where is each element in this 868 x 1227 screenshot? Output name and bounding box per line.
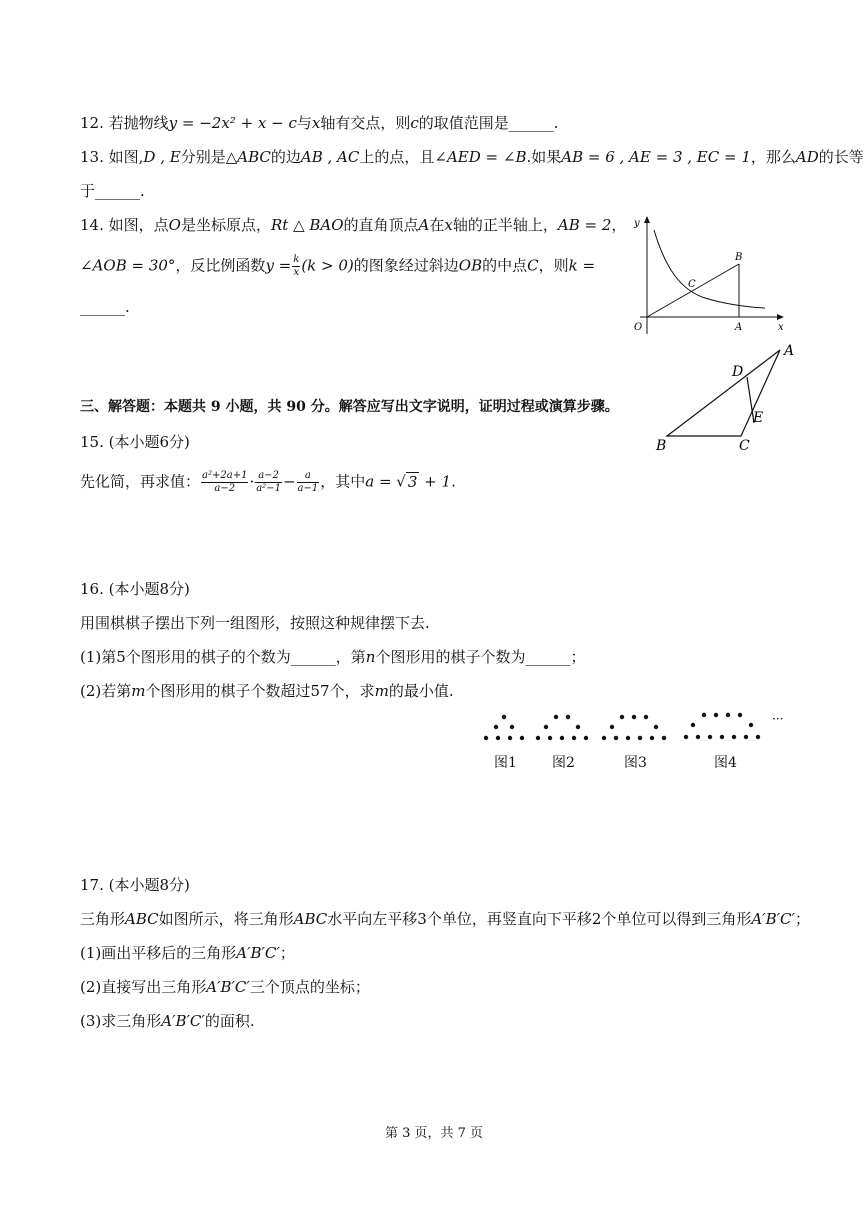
math-var: A: [418, 216, 430, 234]
text: (2)若第: [80, 682, 132, 700]
text: ，那么: [750, 148, 796, 166]
text: 的最小值.: [388, 682, 454, 700]
math-expr: AB , AC: [300, 148, 360, 166]
text: 个图形用的棋子个数为______；: [375, 648, 586, 666]
fraction-3: [297, 470, 320, 495]
text: 是坐标原点，: [180, 216, 271, 234]
x-axis-arrow: [777, 314, 784, 320]
text: 的面积.: [204, 1012, 255, 1030]
question-14-line2: [80, 254, 595, 279]
question-14: [80, 214, 626, 236]
text: ，反比例函数: [175, 256, 266, 275]
figure-2-stones: [536, 715, 588, 740]
vertex-c-label: C: [739, 438, 750, 454]
math-var: C: [527, 256, 539, 275]
figure-3-caption: 图3: [624, 755, 647, 771]
math-expr: A′B′C′: [751, 910, 795, 928]
text: (2)直接写出三角形: [80, 978, 207, 996]
math-expr: A′B′C′: [236, 944, 280, 962]
figure-1-caption: 图1: [494, 755, 517, 771]
q14-coordinate-graph: [620, 212, 795, 342]
point-d-label: D: [732, 364, 744, 380]
math-expr: a =: [365, 472, 397, 491]
vertex-b-label: B: [656, 438, 667, 454]
math-var: m: [131, 682, 146, 700]
question-15-body: 先化简，再求值： $\frac{\text{a²+2a+1}}{a-2}$ · $\frac{a-2}{\text{a²−1}}$ − $\frac{a}{a-1}$ ，其中a = √ 3 + 1.: [80, 470, 456, 494]
denominator: a−2: [214, 483, 236, 494]
text: ；: [279, 944, 295, 962]
text: 如图所示，将三角形: [158, 910, 294, 928]
text: 上的点，且: [359, 148, 435, 166]
text: (1)第5个图形用的棋子的个数为______，第: [80, 648, 366, 666]
text: 与: [296, 114, 312, 132]
question-17-part1: [80, 942, 295, 964]
math-expr: OB: [458, 256, 483, 275]
point-b-label: B: [735, 252, 743, 263]
text: 分别是△: [180, 148, 238, 166]
numerator: k: [293, 254, 300, 265]
math-expr: ∠AOB = 30°: [80, 256, 176, 275]
text: 如图,: [108, 148, 144, 166]
text: 的边: [270, 148, 301, 166]
text: .如果: [526, 148, 562, 166]
question-number: 13.: [80, 148, 104, 166]
text: ，: [611, 216, 627, 234]
page-footer: 第 3 页，共 7 页: [384, 1126, 484, 1141]
math-expr: AB = 6 , AE = 3 , EC = 1: [561, 148, 751, 166]
radicand: 3: [407, 472, 418, 491]
numerator: a²+2a+1: [202, 470, 248, 481]
point-o-label: O: [634, 322, 643, 333]
text: 的长等: [818, 148, 864, 166]
math-expr: y = −2x² + x − c: [168, 114, 297, 132]
point-e-label: E: [753, 410, 764, 426]
math-expr: ∠AED = ∠B: [434, 148, 527, 166]
text: 的直角顶点: [343, 216, 419, 234]
question-14-line3: ______.: [80, 298, 130, 316]
text: 水平向左平移3个单位，再竖直向下平移2个单位可以得到三角形: [327, 910, 752, 928]
question-number: 12.: [80, 114, 104, 132]
math-expr: AD: [795, 148, 819, 166]
math-var: x: [444, 216, 453, 234]
y-label: y: [634, 218, 640, 229]
question-16-desc: 用围棋棋子摆出下列一组图形，按照这种规律摆下去.: [80, 614, 430, 632]
math-expr: Rt △ BAO: [270, 216, 344, 234]
text: ，则: [538, 256, 569, 275]
denominator: a−1: [297, 483, 319, 494]
text: 三角形: [80, 910, 126, 928]
figure-4-stones: [684, 713, 760, 739]
question-17-part3: [80, 1010, 255, 1032]
math-expr: D , E: [143, 148, 181, 166]
question-13: [80, 146, 864, 168]
math-var: c: [410, 114, 419, 132]
text: 个图形用的棋子个数超过57个，求: [145, 682, 375, 700]
text: 的中点: [482, 256, 528, 275]
question-13-line2: 于______.: [80, 182, 145, 200]
math-expr: y =: [265, 256, 292, 275]
vertex-a-label: A: [784, 343, 795, 359]
math-var: O: [168, 216, 181, 234]
question-17-line1: [80, 908, 810, 930]
math-expr: (k > 0): [301, 256, 354, 275]
text: 三个顶点的坐标；: [249, 978, 370, 996]
text: 轴的正半轴上，: [452, 216, 558, 234]
question-16-part2: [80, 680, 454, 702]
text: 先化简，再求值：: [80, 472, 201, 491]
text: (1)画出平移后的三角形: [80, 944, 237, 962]
question-number: 14.: [80, 216, 104, 234]
question-17-part2: [80, 976, 370, 998]
question-12: [80, 112, 559, 134]
math-expr: k =: [568, 256, 596, 275]
math-var: n: [365, 648, 376, 666]
text: 如图，点: [108, 216, 169, 234]
figure-1-stones: [484, 715, 524, 740]
text: (3)求三角形: [80, 1012, 162, 1030]
question-15-header: 15. (本小题6分): [80, 433, 190, 451]
figure-2-caption: 图2: [552, 755, 575, 771]
text: 在: [429, 216, 445, 234]
question-16-header: 16. (本小题8分): [80, 580, 190, 598]
figure-3-stones: [602, 715, 666, 740]
numerator: a−2: [255, 470, 282, 483]
math-expr: ABC: [125, 910, 159, 928]
fraction-1: [201, 470, 248, 495]
math-expr: + 1: [419, 472, 452, 491]
question-16-part1: [80, 646, 585, 668]
text: .: [451, 472, 456, 491]
text: ，其中: [320, 472, 366, 491]
math-expr: A′B′C′: [161, 1012, 205, 1030]
ellipsis: ···: [772, 712, 784, 726]
math-expr: ABC: [237, 148, 271, 166]
denominator: x: [293, 267, 300, 278]
fraction-k-over-x: [292, 254, 300, 279]
fraction-2: [255, 470, 282, 495]
hyperbola-curve: [654, 230, 765, 308]
section-3-title: 三、解答题：本题共 9 小题，共 90 分。解答应写出文字说明，证明过程或演算步骤。: [80, 399, 619, 415]
y-axis-arrow: [644, 216, 650, 223]
text: ；: [794, 910, 810, 928]
segment-ob: [647, 264, 739, 317]
text: 若抛物线: [108, 114, 169, 132]
math-var: x: [311, 114, 321, 132]
x-label: x: [778, 322, 784, 333]
text: 的取值范围是______.: [418, 114, 559, 132]
numerator: a: [297, 470, 320, 483]
text: 的图象经过斜边: [353, 256, 459, 275]
operator: −: [282, 472, 296, 491]
question-17-header: 17. (本小题8分): [80, 876, 190, 894]
math-var: m: [374, 682, 389, 700]
text: 轴有交点，则: [320, 114, 411, 132]
math-expr: ABC: [293, 910, 328, 928]
point-c-label: C: [688, 279, 696, 290]
point-a-label: A: [735, 322, 743, 333]
operator: ·: [249, 472, 255, 491]
figure-4-caption: 图4: [714, 755, 737, 771]
math-expr: A′B′C′: [206, 978, 250, 996]
denominator: a²−1: [256, 483, 281, 494]
q16-stone-figures: [476, 706, 796, 750]
math-expr: AB = 2: [557, 216, 612, 234]
q13-triangle-figure: [650, 340, 810, 455]
